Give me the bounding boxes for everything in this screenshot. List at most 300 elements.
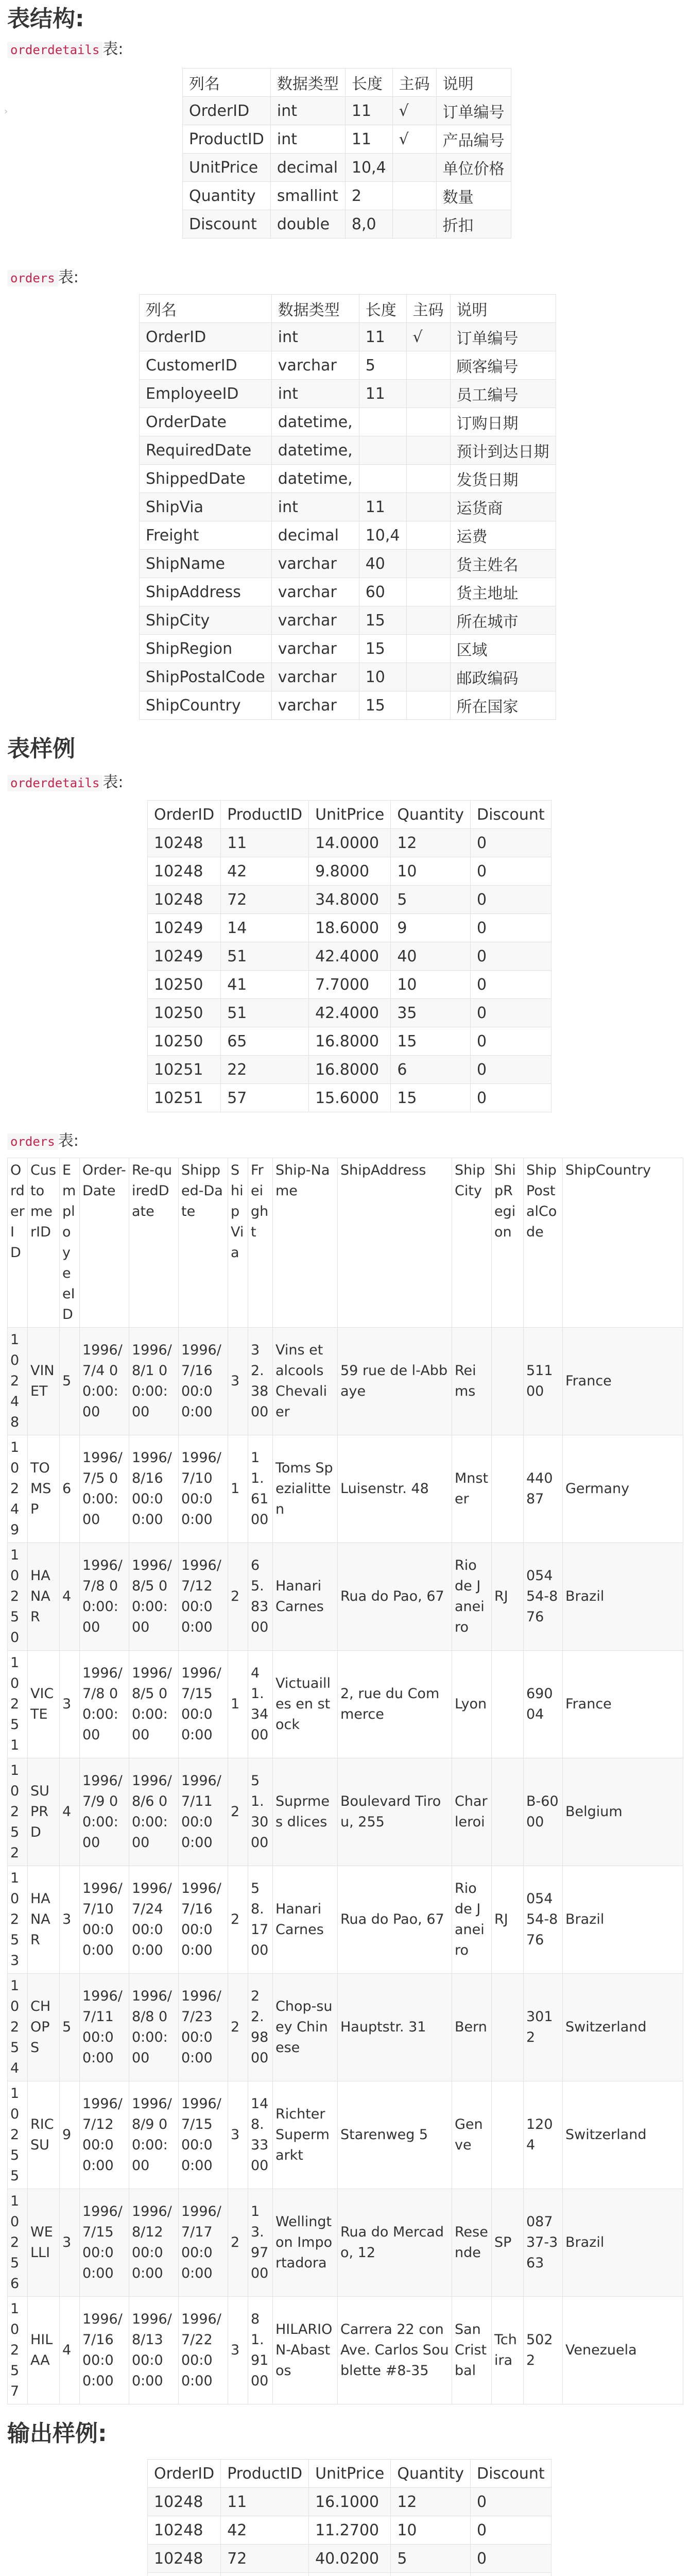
table-cell: 11 xyxy=(345,97,392,125)
table-cell: OrderID xyxy=(140,323,272,351)
column-header: Discount xyxy=(470,2460,551,2488)
table-row xyxy=(148,2516,551,2545)
table-cell: 41 xyxy=(221,971,309,999)
table-cell xyxy=(406,578,450,606)
table-cell: 0 xyxy=(470,999,551,1027)
table-cell: 16.8000 xyxy=(309,1027,391,1056)
table-cell xyxy=(309,2573,391,2576)
table-cell xyxy=(470,2573,551,2576)
table-cell: 15 xyxy=(359,691,406,720)
table-cell: 3 xyxy=(60,1866,80,1974)
table-cell: 折扣 xyxy=(436,210,511,239)
table-cell: 42 xyxy=(221,2516,309,2545)
table-cell: 单位价格 xyxy=(436,154,511,182)
table-row xyxy=(148,914,551,942)
table-cell: Freight xyxy=(140,521,272,550)
table-cell: int xyxy=(271,380,359,408)
table-cell: 10248 xyxy=(148,857,221,886)
table-cell: 2 xyxy=(228,1974,248,2081)
table-cell: 0 xyxy=(470,829,551,857)
table-cell: Rio de Janeiro xyxy=(452,1866,492,1974)
column-header: Quantity xyxy=(391,801,471,829)
table-cell: 15 xyxy=(359,635,406,663)
table-cell: 2 xyxy=(228,1866,248,1974)
table-cell: 3 xyxy=(60,2189,80,2297)
table-cell xyxy=(148,2573,221,2576)
table-row xyxy=(148,1056,551,1084)
table-row xyxy=(8,1328,683,1435)
column-header: Discount xyxy=(470,801,551,829)
table-cell: 10 xyxy=(391,857,471,886)
caption-suffix: 表: xyxy=(58,268,79,286)
orders-name: orders xyxy=(7,1133,58,1150)
table-cell: 货主地址 xyxy=(450,578,556,606)
table-cell xyxy=(392,210,436,239)
table-cell: 10250 xyxy=(148,1027,221,1056)
table-row xyxy=(140,465,556,493)
table-cell xyxy=(406,408,450,436)
table-cell: Germany xyxy=(563,1435,683,1543)
table-cell: 产品编号 xyxy=(436,125,511,154)
table-cell: 1996/8/9 00:00:00 xyxy=(129,2081,179,2189)
table-cell xyxy=(406,380,450,408)
table-row xyxy=(140,606,556,635)
table-cell: 35 xyxy=(391,999,471,1027)
column-header: ShipRegion xyxy=(492,1158,524,1328)
table-cell: 1996/7/9 00:00:00 xyxy=(80,1758,129,1866)
table-cell: 10249 xyxy=(148,914,221,942)
table-cell: 9 xyxy=(391,914,471,942)
table-cell: Charleroi xyxy=(452,1758,492,1866)
column-header: EmployeeID xyxy=(60,1158,80,1328)
table-cell: varchar xyxy=(271,606,359,635)
samples-title: 表样例 xyxy=(7,736,75,762)
table-cell: 15 xyxy=(359,606,406,635)
table-row xyxy=(140,380,556,408)
column-header: ShipCity xyxy=(452,1158,492,1328)
table-cell: 订单编号 xyxy=(436,97,511,125)
column-header: 列名 xyxy=(140,295,272,323)
table-cell xyxy=(406,635,450,663)
table-row xyxy=(183,97,511,125)
table-cell: HILAA xyxy=(28,2297,60,2404)
column-header: 数据类型 xyxy=(271,295,359,323)
table-cell: Hanari Carnes xyxy=(273,1866,338,1974)
table-cell: VINET xyxy=(28,1328,60,1435)
table-cell: HANAR xyxy=(28,1866,60,1974)
table-cell: 10 xyxy=(391,2516,471,2545)
table-cell: 11 xyxy=(221,829,309,857)
table-cell: 1996/7/11 00:00:00 xyxy=(80,1974,129,2081)
table-cell: 运费 xyxy=(450,521,556,550)
table-cell: 3 xyxy=(60,1651,80,1758)
table-cell xyxy=(406,606,450,635)
table-cell: 57 xyxy=(221,1084,309,1112)
table-cell: Hauptstr. 31 xyxy=(338,1974,452,2081)
table-cell: 员工编号 xyxy=(450,380,556,408)
table-cell: 10249 xyxy=(148,942,221,971)
table-cell xyxy=(392,182,436,210)
table-cell: 8,0 xyxy=(345,210,392,239)
table-cell: 1996/7/10 00:00:00 xyxy=(179,1435,228,1543)
column-header: CustomerID xyxy=(28,1158,60,1328)
table-cell: 10255 xyxy=(8,2081,28,2189)
table-cell xyxy=(406,465,450,493)
table-cell: 10248 xyxy=(148,829,221,857)
table-cell: 1 xyxy=(228,1435,248,1543)
table-cell: datetime, xyxy=(271,465,359,493)
orderdetails-name: orderdetails xyxy=(7,42,102,58)
table-row xyxy=(8,1974,683,2081)
table-cell: Victuailles en stock xyxy=(273,1651,338,1758)
table-row xyxy=(148,1084,551,1112)
table-cell: ProductID xyxy=(183,125,271,154)
table-cell: 10250 xyxy=(8,1543,28,1651)
column-header: Order-Date xyxy=(80,1158,129,1328)
table-header-row xyxy=(140,295,556,323)
table-row xyxy=(148,942,551,971)
column-header: OrderID xyxy=(148,2460,221,2488)
orders-name: orders xyxy=(7,270,58,286)
table-cell xyxy=(492,1974,524,2081)
table-cell: 10251 xyxy=(148,1084,221,1112)
table-cell: 3012 xyxy=(524,1974,563,2081)
table-cell: RequiredDate xyxy=(140,436,272,465)
table-cell: 1996/7/15 00:00:00 xyxy=(80,2189,129,2297)
table-cell: 22.9800 xyxy=(248,1974,273,2081)
table-cell: 1996/8/1 00:00:00 xyxy=(129,1328,179,1435)
table-cell: 22 xyxy=(221,1056,309,1084)
table-cell: 1996/8/13 00:00:00 xyxy=(129,2297,179,2404)
table-cell: Switzerland xyxy=(563,1974,683,2081)
table-row xyxy=(140,493,556,521)
table-cell: Discount xyxy=(183,210,271,239)
table-cell: 预计到达日期 xyxy=(450,436,556,465)
table-cell: Rua do Mercado, 12 xyxy=(338,2189,452,2297)
column-header: 数据类型 xyxy=(270,69,345,97)
table-cell xyxy=(359,408,406,436)
table-cell: 10250 xyxy=(148,999,221,1027)
table-cell: 10251 xyxy=(148,1056,221,1084)
table-cell: 9 xyxy=(60,2081,80,2189)
table-cell: 5 xyxy=(391,2545,471,2573)
table-cell: 数量 xyxy=(436,182,511,210)
table-cell: 7.7000 xyxy=(309,971,391,999)
table-cell: smallint xyxy=(270,182,345,210)
table-cell: 65.8300 xyxy=(248,1543,273,1651)
table-cell: 51 xyxy=(221,999,309,1027)
table-cell: 44087 xyxy=(524,1435,563,1543)
table-cell: Mnster xyxy=(452,1435,492,1543)
table-cell: 1996/8/5 00:00:00 xyxy=(129,1543,179,1651)
table-cell: 发货日期 xyxy=(450,465,556,493)
table-cell: 3 xyxy=(228,2297,248,2404)
table-row xyxy=(8,2189,683,2297)
table-cell: 1996/7/17 00:00:00 xyxy=(179,2189,228,2297)
table-row xyxy=(148,857,551,886)
table-cell: 1996/7/4 00:00:00 xyxy=(80,1328,129,1435)
table-cell xyxy=(406,521,450,550)
column-header: OrderID xyxy=(148,801,221,829)
table-cell xyxy=(392,154,436,182)
table-cell: 1996/8/12 00:00:00 xyxy=(129,2189,179,2297)
column-header: ProductID xyxy=(221,2460,309,2488)
table-cell: 10,4 xyxy=(359,521,406,550)
table-cell: 11 xyxy=(345,125,392,154)
column-header: 主码 xyxy=(392,69,436,97)
column-header: ShipAddress xyxy=(338,1158,452,1328)
column-header: 长度 xyxy=(359,295,406,323)
table-cell: 1996/7/16 00:00:00 xyxy=(179,1866,228,1974)
table-cell: 1996/8/16 00:00:00 xyxy=(129,1435,179,1543)
table-cell: EmployeeID xyxy=(140,380,272,408)
table-cell: 14.0000 xyxy=(309,829,391,857)
table-row xyxy=(140,663,556,691)
column-header: 说明 xyxy=(450,295,556,323)
table-cell xyxy=(406,351,450,380)
table-header-row xyxy=(148,801,551,829)
table-cell xyxy=(492,1758,524,1866)
table-cell: 10248 xyxy=(148,2516,221,2545)
table-cell: Bern xyxy=(452,1974,492,2081)
table-cell: Wellington Importadora xyxy=(273,2189,338,2297)
table-cell xyxy=(492,1651,524,1758)
table-cell: 42.4000 xyxy=(309,942,391,971)
table-row xyxy=(8,1435,683,1543)
table-cell: 58.1700 xyxy=(248,1866,273,1974)
table-cell: 0 xyxy=(470,857,551,886)
table-row xyxy=(148,2488,551,2516)
table-cell: 05454-876 xyxy=(524,1866,563,1974)
table-cell: Venezuela xyxy=(563,2297,683,2404)
table-cell: 81.9100 xyxy=(248,2297,273,2404)
table-cell: 51.3000 xyxy=(248,1758,273,1866)
table-cell xyxy=(406,691,450,720)
table-cell: 5 xyxy=(359,351,406,380)
orderdetails-structure-table xyxy=(182,68,511,239)
table-cell: Rua do Pao, 67 xyxy=(338,1866,452,1974)
table-cell: 1 xyxy=(228,1651,248,1758)
table-cell: 11.6100 xyxy=(248,1435,273,1543)
table-cell: 邮政编码 xyxy=(450,663,556,691)
table-cell: ShipVia xyxy=(140,493,272,521)
table-cell: 14 xyxy=(221,914,309,942)
table-cell: 16.8000 xyxy=(309,1056,391,1084)
table-header-row xyxy=(183,69,511,97)
table-cell: Vins et alcools Chevalier xyxy=(273,1328,338,1435)
table-cell: ShippedDate xyxy=(140,465,272,493)
table-row xyxy=(140,550,556,578)
column-header: Freight xyxy=(248,1158,273,1328)
table-cell: 15 xyxy=(391,1084,471,1112)
table-cell: decimal xyxy=(271,521,359,550)
table-cell: 1996/8/8 00:00:00 xyxy=(129,1974,179,2081)
table-cell: √ xyxy=(406,323,450,351)
output-title: 输出样例: xyxy=(7,2420,107,2447)
table-cell: OrderID xyxy=(183,97,271,125)
orders-sample-table xyxy=(7,1158,683,2404)
table-cell: varchar xyxy=(271,351,359,380)
table-row xyxy=(148,971,551,999)
table-cell: Chop-suey Chinese xyxy=(273,1974,338,2081)
table-cell: 10256 xyxy=(8,2189,28,2297)
orderdetails-sample-caption xyxy=(7,771,683,794)
table-cell: varchar xyxy=(271,578,359,606)
table-cell: 所在城市 xyxy=(450,606,556,635)
table-cell: 1996/7/5 00:00:00 xyxy=(80,1435,129,1543)
table-cell: 18.6000 xyxy=(309,914,391,942)
column-header: UnitPrice xyxy=(309,801,391,829)
table-cell: 2, rue du Commerce xyxy=(338,1651,452,1758)
table-cell: 10248 xyxy=(148,2545,221,2573)
table-cell: Carrera 22 con Ave. Carlos Soublette #8-35 xyxy=(338,2297,452,2404)
table-cell xyxy=(359,465,406,493)
table-cell: 10257 xyxy=(8,2297,28,2404)
table-header-row xyxy=(148,2460,551,2488)
table-row xyxy=(140,691,556,720)
table-cell: ShipRegion xyxy=(140,635,272,663)
table-cell: 4 xyxy=(60,1758,80,1866)
column-header: Quantity xyxy=(391,2460,471,2488)
table-cell: decimal xyxy=(270,154,345,182)
table-cell: 10251 xyxy=(8,1651,28,1758)
table-cell: RJ xyxy=(492,1866,524,1974)
table-cell: 10253 xyxy=(8,1866,28,1974)
table-cell: France xyxy=(563,1651,683,1758)
table-cell: 10250 xyxy=(148,971,221,999)
column-header: ProductID xyxy=(221,801,309,829)
column-header: Ship-Name xyxy=(273,1158,338,1328)
table-cell: 4 xyxy=(60,1543,80,1651)
caption-suffix: 表: xyxy=(102,40,124,58)
table-cell: 40 xyxy=(359,550,406,578)
table-cell: SUPRD xyxy=(28,1758,60,1866)
table-cell: HILARION-Abastos xyxy=(273,2297,338,2404)
table-cell xyxy=(391,2573,471,2576)
table-cell: 2 xyxy=(228,1543,248,1651)
table-cell: Resende xyxy=(452,2189,492,2297)
table-cell: 10252 xyxy=(8,1758,28,1866)
table-cell: 2 xyxy=(228,2189,248,2297)
table-cell: 51100 xyxy=(524,1328,563,1435)
table-cell: 0 xyxy=(470,2545,551,2573)
table-cell: 34.8000 xyxy=(309,886,391,914)
table-cell: CHOPS xyxy=(28,1974,60,2081)
column-header: 主码 xyxy=(406,295,450,323)
table-row xyxy=(8,1758,683,1866)
table-cell: 9.8000 xyxy=(309,857,391,886)
table-cell: √ xyxy=(392,97,436,125)
table-row xyxy=(140,635,556,663)
table-header-row xyxy=(8,1158,683,1328)
table-cell: Toms Spezialitten xyxy=(273,1435,338,1543)
table-row xyxy=(140,408,556,436)
table-row xyxy=(183,125,511,154)
table-cell: VICTE xyxy=(28,1651,60,1758)
table-cell: 6 xyxy=(60,1435,80,1543)
column-header: 说明 xyxy=(436,69,511,97)
table-cell: Luisenstr. 48 xyxy=(338,1435,452,1543)
table-cell: 1996/7/15 00:00:00 xyxy=(179,1651,228,1758)
table-cell: 区域 xyxy=(450,635,556,663)
table-cell: ShipCountry xyxy=(140,691,272,720)
table-cell: 11 xyxy=(359,323,406,351)
table-cell: 10249 xyxy=(8,1435,28,1543)
table-cell: ShipAddress xyxy=(140,578,272,606)
orders-sample-caption xyxy=(7,1130,683,1153)
table-cell xyxy=(406,493,450,521)
table-row xyxy=(140,521,556,550)
orders-structure-table xyxy=(139,294,556,720)
table-cell xyxy=(359,436,406,465)
table-cell: Hanari Carnes xyxy=(273,1543,338,1651)
table-cell: 16.1000 xyxy=(309,2488,391,2516)
table-cell xyxy=(492,2081,524,2189)
table-cell: 1996/7/23 00:00:00 xyxy=(179,1974,228,2081)
table-cell: Brazil xyxy=(563,1543,683,1651)
column-header: ShipVia xyxy=(228,1158,248,1328)
table-cell: 12 xyxy=(391,2488,471,2516)
table-cell xyxy=(406,436,450,465)
table-cell xyxy=(406,550,450,578)
table-cell: 1996/8/6 00:00:00 xyxy=(129,1758,179,1866)
table-cell xyxy=(492,1328,524,1435)
table-cell: 1996/7/11 00:00:00 xyxy=(179,1758,228,1866)
table-cell: 51 xyxy=(221,942,309,971)
caption-suffix: 表: xyxy=(58,1132,79,1150)
table-cell: 1996/7/15 00:00:00 xyxy=(179,2081,228,2189)
table-cell: datetime, xyxy=(271,436,359,465)
table-cell: 3 xyxy=(228,2081,248,2189)
table-cell: 1996/7/22 00:00:00 xyxy=(179,2297,228,2404)
table-cell: 6 xyxy=(391,1056,471,1084)
table-cell: 1204 xyxy=(524,2081,563,2189)
table-cell: 1996/7/10 00:00:00 xyxy=(80,1866,129,1974)
table-cell xyxy=(221,2573,309,2576)
table-cell: 10248 xyxy=(8,1328,28,1435)
table-cell: 13.9700 xyxy=(248,2189,273,2297)
structure-title: 表结构: xyxy=(7,6,84,32)
table-cell: 1996/7/24 00:00:00 xyxy=(129,1866,179,1974)
column-header: Shipped-Date xyxy=(179,1158,228,1328)
table-cell: 15.6000 xyxy=(309,1084,391,1112)
table-cell: 1996/7/16 00:00:00 xyxy=(80,2297,129,2404)
table-cell: 11.2700 xyxy=(309,2516,391,2545)
table-cell: 40 xyxy=(391,942,471,971)
table-cell: 所在国家 xyxy=(450,691,556,720)
table-cell: 1996/7/12 00:00:00 xyxy=(179,1543,228,1651)
table-cell: 顾客编号 xyxy=(450,351,556,380)
table-cell: varchar xyxy=(271,691,359,720)
column-header: OrderID xyxy=(8,1158,28,1328)
orderdetails-sample-table xyxy=(147,800,551,1112)
table-row xyxy=(148,999,551,1027)
table-cell: √ xyxy=(392,125,436,154)
output-sample-table xyxy=(147,2459,551,2576)
table-cell: 42 xyxy=(221,857,309,886)
table-cell: Genve xyxy=(452,2081,492,2189)
table-cell: 42.4000 xyxy=(309,999,391,1027)
table-cell: San Cristbal xyxy=(452,2297,492,2404)
table-cell: varchar xyxy=(271,550,359,578)
column-header: 列名 xyxy=(183,69,271,97)
table-cell: France xyxy=(563,1328,683,1435)
table-cell: 41.3400 xyxy=(248,1651,273,1758)
table-cell: int xyxy=(270,125,345,154)
table-cell: int xyxy=(271,323,359,351)
table-cell: Suprmes dlices xyxy=(273,1758,338,1866)
table-cell: 11 xyxy=(359,380,406,408)
